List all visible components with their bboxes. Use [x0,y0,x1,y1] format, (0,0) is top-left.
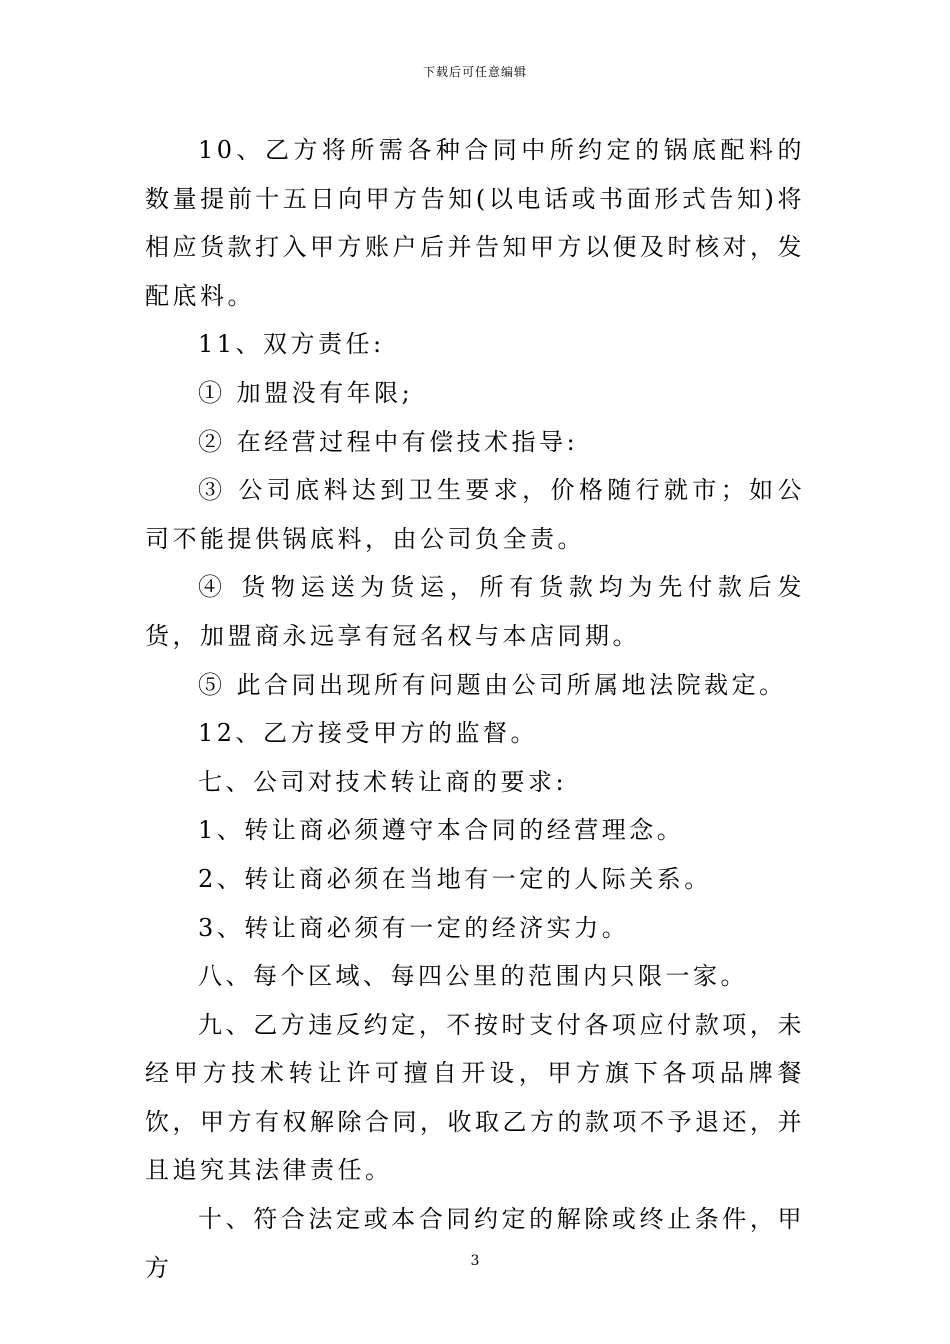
paragraph-section-8: 八、每个区域、每四公里的范围内只限一家。 [198,962,748,991]
paragraph-requirement-2: 2、转让商必须在当地有一定的人际关系。 [198,864,712,893]
page-number: 3 [470,1253,480,1269]
paragraph-requirement-3: 3、转让商必须有一定的经济实力。 [198,913,630,942]
page-header: 下载后可任意编辑 [422,65,527,79]
paragraph-item-3: ③ 公司底料达到卫生要求，价格随行就市；如公司不能提供锅底料，由公司负全责。 [145,476,805,553]
paragraph-requirement-1: 1、转让商必须遵守本合同的经营理念。 [198,816,685,845]
paragraph-clause-10: 10、乙方将所需各种合同中所约定的锅底配料的数量提前十五日向甲方告知(以电话或书面形式告知)将相应货款打入甲方账户后并告知甲方以便及时核对，发配底料。 [145,136,805,310]
paragraph-item-5: ⑤ 此合同出现所有问题由公司所属地法院裁定。 [198,670,787,699]
paragraph-section-7: 七、公司对技术转让商的要求: [198,767,568,796]
paragraph-section-10: 十、符合法定或本合同约定的解除或终止条件，甲方 [145,1205,805,1282]
paragraph-clause-12: 12、乙方接受甲方的监督。 [198,719,539,748]
paragraph-section-9: 九、乙方违反约定，不按时支付各项应付款项，未经甲方技术转让许可擅自开设，甲方旗下各项品牌餐饮，甲方有权解除合同，收取乙方的款项不予退还，并且追究其法律责任。 [145,1010,805,1185]
paragraph-item-1: ① 加盟没有年限; [198,378,414,407]
paragraph-clause-11: 11、双方责任: [198,330,385,359]
document-body [145,126,805,1292]
paragraph-item-2: ② 在经营过程中有偿技术指导: [198,427,579,456]
paragraph-item-4: ④ 货物运送为货运，所有货款均为先付款后发货，加盟商永远享有冠名权与本店同期。 [145,573,805,650]
